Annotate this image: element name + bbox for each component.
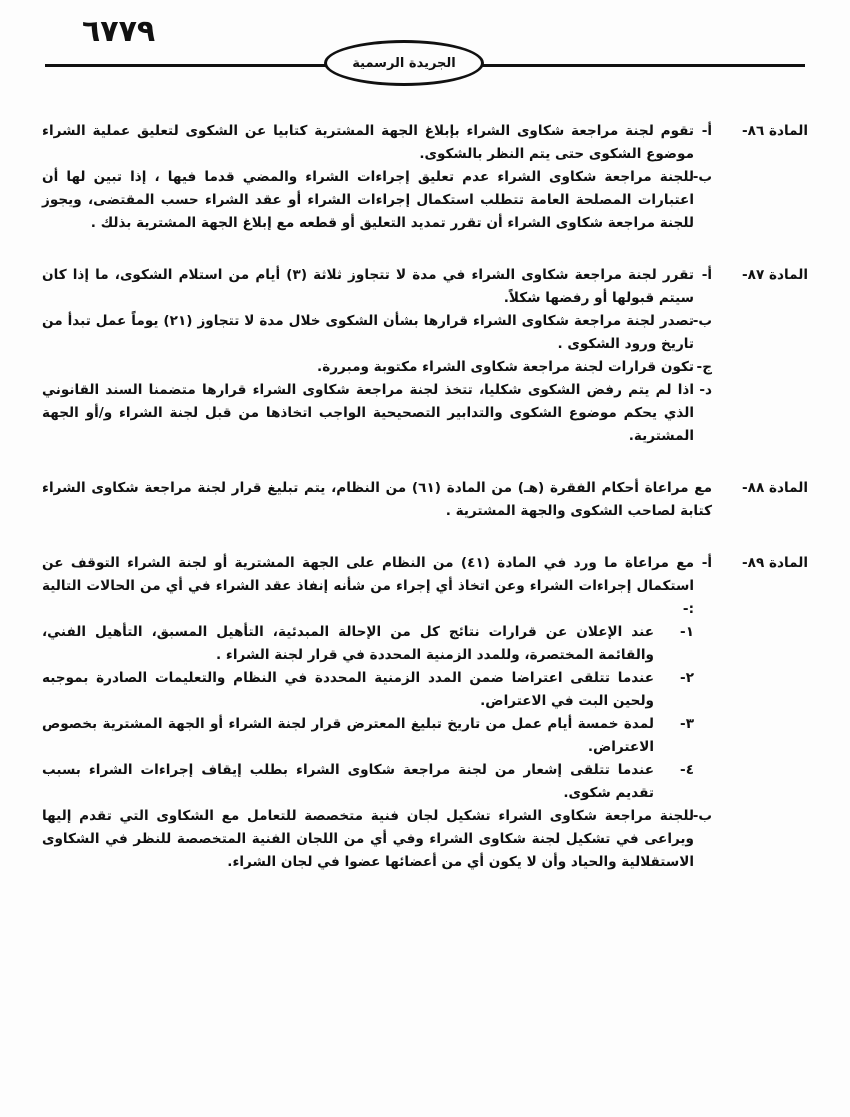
list-item-text: عندما تتلقى اعتراضا ضمن المدد الزمنية المحددة في النظام والتعليمات الصادرة بموجبه ولحين البت في الاعتراض.	[42, 670, 654, 709]
article-86	[42, 120, 808, 235]
list-item-text: عندما تتلقى إشعار من لجنة مراجعة شكاوى الشراء بطلب إيقاف إجراءات الشراء بسبب تقديم شكوى.	[42, 762, 654, 801]
article-88	[42, 477, 808, 523]
paragraph-marker: أ-	[701, 555, 712, 571]
paragraph	[42, 552, 712, 621]
article-label: المادة ٨٧-	[742, 267, 808, 283]
paragraph-marker: ب-	[692, 808, 712, 824]
paragraph	[42, 310, 712, 356]
page-number: ٦٧٧٩	[82, 14, 156, 49]
article-body	[42, 264, 712, 448]
paragraph-text: اذا لم يتم رفض الشكوى شكليا، تتخذ لجنة مراجعة شكاوى الشراء قرارها متضمنا السند القانوني الذي يحكم موضوع الشكوى والتدابير التصحيحية الواجب اتخاذها من قبل لجنة الشراء و/أو الجهة المشترية.	[42, 382, 694, 444]
list-item-text: لمدة خمسة أيام عمل من تاريخ تبليغ المعترض قرار لجنة الشراء أو الجهة المشترية بخصوص الاعتراض.	[42, 716, 654, 755]
paragraph-text: مع مراعاة أحكام الفقرة (هـ) من المادة (٦١) من النظام، يتم تبليغ قرار لجنة مراجعة شكاوى الشراء كتابة لصاحب الشكوى والجهة المشترية .	[42, 480, 712, 519]
paragraph	[42, 264, 712, 310]
paragraph-text: تكون قرارات لجنة مراجعة شكاوى الشراء مكتوبة ومبررة.	[317, 359, 694, 375]
article-label: المادة ٨٩-	[742, 555, 808, 571]
article-label: المادة ٨٨-	[742, 480, 808, 496]
paragraph-text: تقوم لجنة مراجعة شكاوى الشراء بإبلاغ الجهة المشترية كتابيا عن الشكوى لتعليق عملية الشراء موضوع الشكوى حتى يتم النظر بالشكوى.	[42, 123, 694, 162]
paragraph-marker: د-	[699, 382, 712, 398]
list-item-number: ٢-	[680, 670, 694, 686]
paragraph-text: تصدر لجنة مراجعة شكاوى الشراء قرارها بشأن الشكوى خلال مدة لا تتجاوز (٢١) يوماً عمل تبدأ من تاريخ ورود الشكوى .	[42, 313, 695, 352]
paragraph-text: للجنة مراجعة شكاوى الشراء عدم تعليق إجراءات الشراء والمضي قدما فيها ، إذا تبين لها أن اعتبارات المصلحة العامة تتطلب استكمال إجراءات الشراء أو عقد الشراء حسب المقتضى، ويجوز للجنة مراجعة شكاوى الشراء أن تقرر تمديد التعليق أو قطعه مع إبلاغ الجهة المشترية بذلك .	[42, 169, 694, 231]
list-item	[42, 713, 712, 759]
article-87	[42, 264, 808, 448]
article-body	[42, 120, 712, 235]
list-item-number: ٤-	[680, 762, 694, 778]
list-item-number: ١-	[680, 624, 694, 640]
list-item	[42, 621, 712, 667]
list-item-text: عند الإعلان عن قرارات نتائج كل من الإحالة المبدئية، التأهيل المسبق، التأهيل الفني، والقائمة المختصرة، وللمدد الزمنية المحددة في قرار لجنة الشراء .	[42, 624, 654, 663]
paragraph-marker: أ-	[701, 123, 712, 139]
paragraph-text: مع مراعاة ما ورد في المادة (٤١) من النظام على الجهة المشترية أو لجنة الشراء التوقف عن استكمال إجراءات الشراء وعن اتخاذ أي إجراء من شأنه إنفاذ عقد الشراء في أي من الحالات التالية :-	[42, 555, 695, 617]
paragraph-text: تقرر لجنة مراجعة شكاوى الشراء في مدة لا تتجاوز ثلاثة (٣) أيام من استلام الشكوى، ما إذا كان سيتم قبولها أو رفضها شكلاً.	[42, 267, 694, 306]
article-label: المادة ٨٦-	[742, 123, 808, 139]
gazette-masthead	[324, 40, 484, 86]
list-item	[42, 759, 712, 805]
paragraph	[42, 356, 712, 379]
paragraph	[42, 166, 712, 235]
paragraph-text: للجنة مراجعة شكاوى الشراء تشكيل لجان فنية متخصصة للتعامل مع الشكاوى التي تقدم إليها ويراعى في تشكيل لجنة شكاوى الشراء وفي أي من اللجان الفنية المتخصصة للنظر في الشكاوى الاستقلالية والحياد وأن لا يكون أي من أعضائها عضوا في لجان الشراء.	[42, 808, 694, 870]
masthead-title: الجريدة الرسمية	[352, 55, 456, 71]
article-89	[42, 552, 808, 874]
list-item	[42, 667, 712, 713]
paragraph	[42, 120, 712, 166]
paragraph-marker: ج-	[696, 359, 712, 375]
article-body	[42, 552, 712, 874]
list-item-number: ٣-	[680, 716, 694, 732]
paragraph	[42, 805, 712, 874]
document-body	[42, 120, 808, 903]
article-body	[42, 477, 712, 523]
paragraph-marker: ب-	[692, 313, 712, 329]
paragraph-marker: ب-	[692, 169, 712, 185]
paragraph-marker: أ-	[701, 267, 712, 283]
paragraph	[42, 379, 712, 448]
